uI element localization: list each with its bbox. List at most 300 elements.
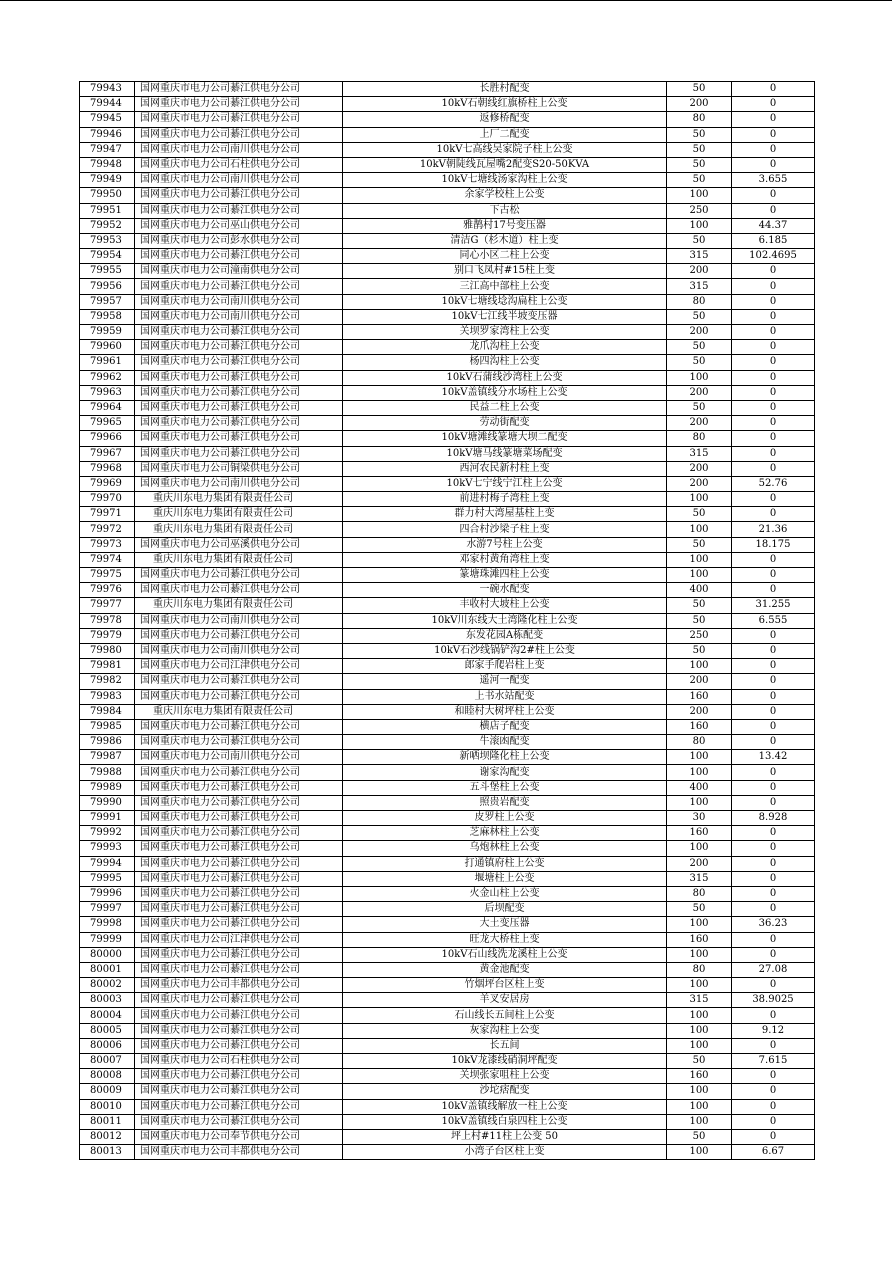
- record-id-cell: 80010: [80, 1099, 135, 1114]
- capacity-cell: 250: [667, 628, 732, 643]
- value-cell: 0: [732, 719, 815, 734]
- value-cell: 31.255: [732, 598, 815, 613]
- capacity-cell: 200: [667, 97, 732, 112]
- table-row: [80, 568, 815, 583]
- company-cell: 国网重庆市电力公司綦江供电分公司: [135, 826, 343, 841]
- value-cell: 0: [732, 279, 815, 294]
- record-id-cell: 79956: [80, 279, 135, 294]
- transformer-name-cell: 郎家手爬岩柱上变: [343, 659, 667, 674]
- value-cell: 0: [732, 431, 815, 446]
- transformer-name-cell: 长五间: [343, 1038, 667, 1053]
- transformer-name-cell: 羊叉安居房: [343, 993, 667, 1008]
- transformer-name-cell: 前进村梅子湾柱上变: [343, 492, 667, 507]
- company-cell: 国网重庆市电力公司江津供电分公司: [135, 659, 343, 674]
- record-id-cell: 80008: [80, 1069, 135, 1084]
- transformer-name-cell: 旺龙大桥柱上变: [343, 932, 667, 947]
- table-row: [80, 795, 815, 810]
- record-id-cell: 79992: [80, 826, 135, 841]
- record-id-cell: 79978: [80, 613, 135, 628]
- company-cell: 国网重庆市电力公司巫山供电分公司: [135, 218, 343, 233]
- record-id-cell: 79951: [80, 203, 135, 218]
- capacity-cell: 50: [667, 1129, 732, 1144]
- transformer-name-cell: 东发花园A栋配变: [343, 628, 667, 643]
- value-cell: 0: [732, 841, 815, 856]
- value-cell: 6.185: [732, 233, 815, 248]
- company-cell: 国网重庆市电力公司綦江供电分公司: [135, 400, 343, 415]
- value-cell: 13.42: [732, 750, 815, 765]
- transformer-name-cell: 一碗水配变: [343, 583, 667, 598]
- table-row: [80, 613, 815, 628]
- value-cell: 6.555: [732, 613, 815, 628]
- capacity-cell: 160: [667, 826, 732, 841]
- record-id-cell: 80002: [80, 978, 135, 993]
- value-cell: 0: [732, 978, 815, 993]
- table-row: [80, 127, 815, 142]
- capacity-cell: 30: [667, 811, 732, 826]
- capacity-cell: 100: [667, 765, 732, 780]
- value-cell: 0: [732, 735, 815, 750]
- table-row: [80, 1114, 815, 1129]
- table-row: [80, 962, 815, 977]
- company-cell: 国网重庆市电力公司綦江供电分公司: [135, 811, 343, 826]
- company-cell: 国网重庆市电力公司綦江供电分公司: [135, 431, 343, 446]
- company-cell: 国网重庆市电力公司綦江供电分公司: [135, 112, 343, 127]
- transformer-name-cell: 10kV盖镇线白泉四柱上公变: [343, 1114, 667, 1129]
- capacity-cell: 100: [667, 1145, 732, 1160]
- capacity-cell: 400: [667, 583, 732, 598]
- record-id-cell: 79989: [80, 780, 135, 795]
- transformer-name-cell: 10kV龙漆线硝洞坪配变: [343, 1054, 667, 1069]
- value-cell: 0: [732, 674, 815, 689]
- value-cell: 3.655: [732, 173, 815, 188]
- value-cell: 21.36: [732, 522, 815, 537]
- record-id-cell: 79984: [80, 704, 135, 719]
- capacity-cell: 200: [667, 476, 732, 491]
- transformer-name-cell: 10kV塘滩线篆塘大坝二配变: [343, 431, 667, 446]
- transformer-name-cell: 别口飞凤村#15柱上变: [343, 264, 667, 279]
- table-row: [80, 416, 815, 431]
- transformer-name-cell: 西河农民新村柱上变: [343, 461, 667, 476]
- value-cell: 0: [732, 325, 815, 340]
- value-cell: 0: [732, 628, 815, 643]
- table-row: [80, 157, 815, 172]
- capacity-cell: 100: [667, 947, 732, 962]
- company-cell: 国网重庆市电力公司南川供电分公司: [135, 294, 343, 309]
- record-id-cell: 80013: [80, 1145, 135, 1160]
- value-cell: 0: [732, 1038, 815, 1053]
- capacity-cell: 50: [667, 598, 732, 613]
- value-cell: 0: [732, 704, 815, 719]
- transformer-name-cell: 坪上村#11柱上公变 50: [343, 1129, 667, 1144]
- table-row: [80, 82, 815, 97]
- company-cell: 国网重庆市电力公司綦江供电分公司: [135, 568, 343, 583]
- company-cell: 国网重庆市电力公司綦江供电分公司: [135, 370, 343, 385]
- table-row: [80, 1069, 815, 1084]
- transformer-name-cell: 10kV朝陡线瓦屋嘴2配变S20-50KVA: [343, 157, 667, 172]
- record-id-cell: 79982: [80, 674, 135, 689]
- company-cell: 国网重庆市电力公司綦江供电分公司: [135, 279, 343, 294]
- company-cell: 国网重庆市电力公司綦江供电分公司: [135, 203, 343, 218]
- capacity-cell: 100: [667, 1038, 732, 1053]
- value-cell: 36.23: [732, 917, 815, 932]
- capacity-cell: 50: [667, 157, 732, 172]
- company-cell: 国网重庆市电力公司綦江供电分公司: [135, 416, 343, 431]
- capacity-cell: 50: [667, 537, 732, 552]
- record-id-cell: 79945: [80, 112, 135, 127]
- value-cell: 0: [732, 1114, 815, 1129]
- table-row: [80, 993, 815, 1008]
- table-row: [80, 1038, 815, 1053]
- record-id-cell: 79974: [80, 552, 135, 567]
- table-row: [80, 188, 815, 203]
- capacity-cell: 50: [667, 400, 732, 415]
- capacity-cell: 50: [667, 173, 732, 188]
- company-cell: 国网重庆市电力公司铜梁供电分公司: [135, 461, 343, 476]
- record-id-cell: 79967: [80, 446, 135, 461]
- value-cell: 0: [732, 568, 815, 583]
- company-cell: 国网重庆市电力公司綦江供电分公司: [135, 1008, 343, 1023]
- value-cell: 0: [732, 871, 815, 886]
- value-cell: 0: [732, 689, 815, 704]
- table-row: [80, 142, 815, 157]
- transformer-name-cell: 10kV石蒲线沙湾柱上公变: [343, 370, 667, 385]
- transformer-name-cell: 10kV盖镇线分水场柱上公变: [343, 385, 667, 400]
- transformer-name-cell: 关坝罗家湾柱上公变: [343, 325, 667, 340]
- table-row: [80, 218, 815, 233]
- capacity-cell: 100: [667, 492, 732, 507]
- company-cell: 国网重庆市电力公司綦江供电分公司: [135, 886, 343, 901]
- transformer-name-cell: 10kV七塘线埝沟扁柱上公变: [343, 294, 667, 309]
- transformer-name-cell: 返修桥配变: [343, 112, 667, 127]
- capacity-cell: 100: [667, 218, 732, 233]
- table-row: [80, 173, 815, 188]
- capacity-cell: 250: [667, 203, 732, 218]
- company-cell: 国网重庆市电力公司綦江供电分公司: [135, 689, 343, 704]
- capacity-cell: 100: [667, 568, 732, 583]
- transformer-name-cell: 牛滚凼配变: [343, 735, 667, 750]
- company-cell: 国网重庆市电力公司南川供电分公司: [135, 142, 343, 157]
- transformer-name-cell: 杨四沟柱上公变: [343, 355, 667, 370]
- transformer-name-cell: 群力村大湾屋基柱上变: [343, 507, 667, 522]
- company-cell: 国网重庆市电力公司丰都供电分公司: [135, 978, 343, 993]
- capacity-cell: 50: [667, 127, 732, 142]
- table-row: [80, 902, 815, 917]
- company-cell: 国网重庆市电力公司綦江供电分公司: [135, 325, 343, 340]
- value-cell: 0: [732, 82, 815, 97]
- table-row: [80, 1145, 815, 1160]
- value-cell: 0: [732, 507, 815, 522]
- transformer-name-cell: 10kV石朝线红旗桥柱上公变: [343, 97, 667, 112]
- company-cell: 国网重庆市电力公司南川供电分公司: [135, 173, 343, 188]
- capacity-cell: 50: [667, 902, 732, 917]
- capacity-cell: 100: [667, 1084, 732, 1099]
- company-cell: 国网重庆市电力公司綦江供电分公司: [135, 385, 343, 400]
- table-row: [80, 659, 815, 674]
- value-cell: 0: [732, 340, 815, 355]
- company-cell: 国网重庆市电力公司綦江供电分公司: [135, 962, 343, 977]
- company-cell: 国网重庆市电力公司綦江供电分公司: [135, 97, 343, 112]
- transformer-name-cell: 水游7号柱上公变: [343, 537, 667, 552]
- transformer-name-cell: 大土变压器: [343, 917, 667, 932]
- capacity-cell: 50: [667, 613, 732, 628]
- table-row: [80, 780, 815, 795]
- value-cell: 0: [732, 203, 815, 218]
- table-row: [80, 233, 815, 248]
- capacity-cell: 80: [667, 112, 732, 127]
- capacity-cell: 400: [667, 780, 732, 795]
- company-cell: 国网重庆市电力公司綦江供电分公司: [135, 871, 343, 886]
- transformer-name-cell: 10kV川东线大土湾隆化柱上公变: [343, 613, 667, 628]
- company-cell: 国网重庆市电力公司綦江供电分公司: [135, 446, 343, 461]
- company-cell: 国网重庆市电力公司綦江供电分公司: [135, 188, 343, 203]
- company-cell: 国网重庆市电力公司綦江供电分公司: [135, 765, 343, 780]
- value-cell: 18.175: [732, 537, 815, 552]
- record-id-cell: 79976: [80, 583, 135, 598]
- transformer-name-cell: 竹烟坪台区柱上变: [343, 978, 667, 993]
- record-id-cell: 80005: [80, 1023, 135, 1038]
- table-row: [80, 97, 815, 112]
- table-row: [80, 309, 815, 324]
- capacity-cell: 80: [667, 294, 732, 309]
- company-cell: 国网重庆市电力公司南川供电分公司: [135, 750, 343, 765]
- company-cell: 重庆川东电力集团有限责任公司: [135, 552, 343, 567]
- table-row: [80, 628, 815, 643]
- capacity-cell: 100: [667, 1099, 732, 1114]
- company-cell: 国网重庆市电力公司綦江供电分公司: [135, 1099, 343, 1114]
- record-id-cell: 79975: [80, 568, 135, 583]
- transformer-name-cell: 10kV塘马线篆塘菜场配变: [343, 446, 667, 461]
- value-cell: 52.76: [732, 476, 815, 491]
- transformer-name-cell: 三江高中部柱上公变: [343, 279, 667, 294]
- capacity-cell: 50: [667, 507, 732, 522]
- record-id-cell: 79952: [80, 218, 135, 233]
- transformer-name-cell: 照贵岩配变: [343, 795, 667, 810]
- record-id-cell: 79971: [80, 507, 135, 522]
- table-row: [80, 522, 815, 537]
- company-cell: 国网重庆市电力公司綦江供电分公司: [135, 127, 343, 142]
- value-cell: 0: [732, 127, 815, 142]
- company-cell: 国网重庆市电力公司綦江供电分公司: [135, 628, 343, 643]
- value-cell: 0: [732, 142, 815, 157]
- transformer-name-cell: 10kV七江线半坡变压器: [343, 309, 667, 324]
- capacity-cell: 200: [667, 325, 732, 340]
- record-id-cell: 79963: [80, 385, 135, 400]
- transformer-name-cell: 谢家沟配变: [343, 765, 667, 780]
- company-cell: 国网重庆市电力公司南川供电分公司: [135, 476, 343, 491]
- record-id-cell: 79968: [80, 461, 135, 476]
- transformer-name-cell: 芝麻林柱上公变: [343, 826, 667, 841]
- table-row: [80, 826, 815, 841]
- transformer-name-cell: 灰家沟柱上公变: [343, 1023, 667, 1038]
- table-row: [80, 431, 815, 446]
- capacity-cell: 50: [667, 1054, 732, 1069]
- transformer-name-cell: 和睦村大树坪柱上公变: [343, 704, 667, 719]
- company-cell: 国网重庆市电力公司綦江供电分公司: [135, 583, 343, 598]
- capacity-cell: 100: [667, 522, 732, 537]
- table-row: [80, 689, 815, 704]
- record-id-cell: 79991: [80, 811, 135, 826]
- record-id-cell: 79988: [80, 765, 135, 780]
- transformer-name-cell: 劳动街配变: [343, 416, 667, 431]
- record-id-cell: 79958: [80, 309, 135, 324]
- record-id-cell: 79997: [80, 902, 135, 917]
- table-row: [80, 537, 815, 552]
- transformer-name-cell: 10kV七塘线汤家沟柱上公变: [343, 173, 667, 188]
- table-row: [80, 719, 815, 734]
- value-cell: 0: [732, 461, 815, 476]
- value-cell: 0: [732, 385, 815, 400]
- record-id-cell: 79979: [80, 628, 135, 643]
- record-id-cell: 80007: [80, 1054, 135, 1069]
- transformer-name-cell: 皮罗柱上公变: [343, 811, 667, 826]
- company-cell: 国网重庆市电力公司綦江供电分公司: [135, 917, 343, 932]
- value-cell: 0: [732, 1008, 815, 1023]
- capacity-cell: 100: [667, 188, 732, 203]
- table-row: [80, 917, 815, 932]
- record-id-cell: 79987: [80, 750, 135, 765]
- capacity-cell: 50: [667, 643, 732, 658]
- capacity-cell: 160: [667, 689, 732, 704]
- company-cell: 国网重庆市电力公司綦江供电分公司: [135, 1038, 343, 1053]
- table-row: [80, 598, 815, 613]
- record-id-cell: 79957: [80, 294, 135, 309]
- value-cell: 0: [732, 1069, 815, 1084]
- transformer-name-cell: 新哂坝隆化柱上公变: [343, 750, 667, 765]
- value-cell: 44.37: [732, 218, 815, 233]
- transformer-name-cell: 长胜村配变: [343, 82, 667, 97]
- value-cell: 0: [732, 112, 815, 127]
- value-cell: 0: [732, 446, 815, 461]
- value-cell: 0: [732, 1084, 815, 1099]
- company-cell: 国网重庆市电力公司綦江供电分公司: [135, 1114, 343, 1129]
- company-cell: 国网重庆市电力公司綦江供电分公司: [135, 340, 343, 355]
- table-row: [80, 1008, 815, 1023]
- capacity-cell: 160: [667, 719, 732, 734]
- transformer-name-cell: 四合村沙梁子柱上变: [343, 522, 667, 537]
- table-row: [80, 264, 815, 279]
- value-cell: 0: [732, 492, 815, 507]
- table-row: [80, 476, 815, 491]
- table-row: [80, 765, 815, 780]
- transformer-name-cell: 丰收村大坡柱上公变: [343, 598, 667, 613]
- table-row: [80, 446, 815, 461]
- company-cell: 国网重庆市电力公司綦江供电分公司: [135, 249, 343, 264]
- value-cell: 0: [732, 309, 815, 324]
- transformer-name-cell: 邓家村黄角湾柱上变: [343, 552, 667, 567]
- company-cell: 国网重庆市电力公司丰都供电分公司: [135, 1145, 343, 1160]
- transformer-name-cell: 10kV七宁线宁江柱上公变: [343, 476, 667, 491]
- table-row: [80, 385, 815, 400]
- capacity-cell: 100: [667, 1023, 732, 1038]
- value-cell: 8.928: [732, 811, 815, 826]
- table-row: [80, 325, 815, 340]
- capacity-cell: 100: [667, 370, 732, 385]
- company-cell: 国网重庆市电力公司石柱供电分公司: [135, 1054, 343, 1069]
- table-row: [80, 674, 815, 689]
- transformer-name-cell: 雅鹊村17号变压器: [343, 218, 667, 233]
- record-id-cell: 79955: [80, 264, 135, 279]
- value-cell: 0: [732, 826, 815, 841]
- company-cell: 重庆川东电力集团有限责任公司: [135, 507, 343, 522]
- transformer-name-cell: 堰塘柱上公变: [343, 871, 667, 886]
- record-id-cell: 80011: [80, 1114, 135, 1129]
- transformer-name-cell: 关坝张家咀柱上公变: [343, 1069, 667, 1084]
- record-id-cell: 79943: [80, 82, 135, 97]
- capacity-cell: 200: [667, 416, 732, 431]
- value-cell: 0: [732, 1099, 815, 1114]
- company-cell: 国网重庆市电力公司綦江供电分公司: [135, 355, 343, 370]
- value-cell: 0: [732, 902, 815, 917]
- value-cell: 0: [732, 780, 815, 795]
- capacity-cell: 200: [667, 856, 732, 871]
- company-cell: 国网重庆市电力公司綦江供电分公司: [135, 841, 343, 856]
- company-cell: 国网重庆市电力公司奉节供电分公司: [135, 1129, 343, 1144]
- record-id-cell: 79996: [80, 886, 135, 901]
- record-id-cell: 79973: [80, 537, 135, 552]
- record-id-cell: 79961: [80, 355, 135, 370]
- capacity-cell: 50: [667, 82, 732, 97]
- company-cell: 重庆川东电力集团有限责任公司: [135, 522, 343, 537]
- transformer-name-cell: 上厂二配变: [343, 127, 667, 142]
- company-cell: 国网重庆市电力公司巫溪供电分公司: [135, 537, 343, 552]
- record-id-cell: 80004: [80, 1008, 135, 1023]
- value-cell: 0: [732, 370, 815, 385]
- record-id-cell: 79950: [80, 188, 135, 203]
- record-id-cell: 79970: [80, 492, 135, 507]
- company-cell: 国网重庆市电力公司南川供电分公司: [135, 613, 343, 628]
- value-cell: 102.4695: [732, 249, 815, 264]
- record-id-cell: 79994: [80, 856, 135, 871]
- table-row: [80, 294, 815, 309]
- transformer-name-cell: 乌炮林柱上公变: [343, 841, 667, 856]
- value-cell: 0: [732, 188, 815, 203]
- transformer-name-cell: 后坝配变: [343, 902, 667, 917]
- table-row: [80, 1099, 815, 1114]
- value-cell: 0: [732, 264, 815, 279]
- table-row: [80, 735, 815, 750]
- record-id-cell: 80006: [80, 1038, 135, 1053]
- transformer-name-cell: 横店子配变: [343, 719, 667, 734]
- table-row: [80, 856, 815, 871]
- capacity-cell: 100: [667, 978, 732, 993]
- company-cell: 国网重庆市电力公司綦江供电分公司: [135, 1069, 343, 1084]
- capacity-cell: 100: [667, 917, 732, 932]
- table-row: [80, 1129, 815, 1144]
- transformer-name-cell: 沙坨痞配变: [343, 1084, 667, 1099]
- table-row: [80, 461, 815, 476]
- table-row: [80, 583, 815, 598]
- value-cell: 0: [732, 552, 815, 567]
- value-cell: 7.615: [732, 1054, 815, 1069]
- company-cell: 国网重庆市电力公司綦江供电分公司: [135, 1023, 343, 1038]
- table-row: [80, 978, 815, 993]
- capacity-cell: 80: [667, 431, 732, 446]
- value-cell: 0: [732, 643, 815, 658]
- company-cell: 国网重庆市电力公司南川供电分公司: [135, 309, 343, 324]
- record-id-cell: 79954: [80, 249, 135, 264]
- table-row: [80, 704, 815, 719]
- value-cell: 0: [732, 294, 815, 309]
- transformer-name-cell: 10kV石沙线锅铲沟2#柱上公变: [343, 643, 667, 658]
- record-id-cell: 79980: [80, 643, 135, 658]
- table-row: [80, 643, 815, 658]
- capacity-cell: 200: [667, 385, 732, 400]
- capacity-cell: 50: [667, 355, 732, 370]
- transformer-name-cell: 火金山柱上公变: [343, 886, 667, 901]
- transformer-name-cell: 篆塘珠滩四柱上公变: [343, 568, 667, 583]
- table-row: [80, 340, 815, 355]
- record-id-cell: 79985: [80, 719, 135, 734]
